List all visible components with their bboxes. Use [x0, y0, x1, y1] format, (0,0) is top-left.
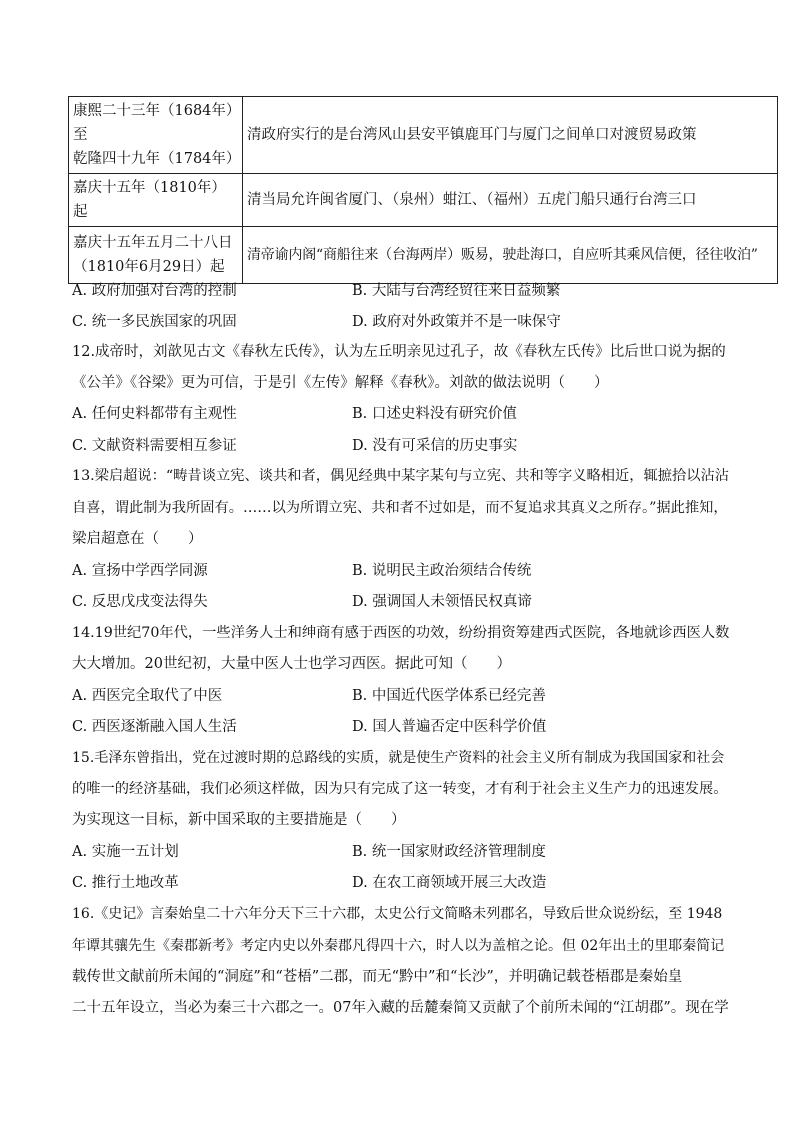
q13-stem-line: 自喜，谓此制为我所固有。……以为所谓立宪、共和者不过如是，而不复追求其真义之所存。”据此推知，	[72, 500, 728, 516]
table-row	[69, 97, 778, 174]
q13-stem-line: 梁启超意在（ ）	[72, 531, 203, 547]
q11-option-a[interactable]: A. 政府加强对台湾的控制	[72, 283, 237, 299]
table-cell-time	[69, 174, 243, 227]
q13-option-a[interactable]: A. 宣扬中学西学同源	[72, 563, 208, 579]
q12-stem-line: 《公羊》《谷梁》更为可信，于是引《左传》解释《春秋》。刘歆的做法说明（ ）	[72, 375, 609, 391]
q12-option-c[interactable]: C. 文献资料需要相互参证	[72, 438, 237, 454]
q13-option-c[interactable]: C. 反思戊戌变法得失	[72, 594, 208, 610]
table-cell-time	[69, 97, 243, 174]
q11-option-c[interactable]: C. 统一多民族国家的巩固	[72, 314, 237, 330]
q15-option-a[interactable]: A. 实施一五计划	[72, 844, 179, 860]
q15-option-b[interactable]: B. 统一国家财政经济管理制度	[352, 844, 546, 860]
q13-option-b[interactable]: B. 说明民主政治须结合传统	[352, 563, 532, 579]
table-row	[69, 174, 778, 227]
q12-option-a[interactable]: A. 任何史料都带有主观性	[72, 406, 237, 422]
q13-option-d[interactable]: D. 强调国人未领悟民权真谛	[352, 594, 532, 610]
q12-option-b[interactable]: B. 口述史料没有研究价值	[352, 406, 517, 422]
q14-option-a[interactable]: A. 西医完全取代了中医	[72, 688, 223, 704]
q16-stem-line: 二十五年设立，当必为秦三十六郡之一。07年入藏的岳麓秦简又贡献了个前所未闻的“江胡郡”。现在学	[72, 1000, 729, 1016]
q12-stem-line: 12.成帝时，刘歆见古文《春秋左氏传》，认为左丘明亲见过孔子，故《春秋左氏传》比后世口说为据的	[72, 344, 726, 360]
q13-stem-line: 13.梁启超说：“畴昔谈立宪、谈共和者，偶见经典中某字某句与立宪、共和等字义略相近，辄摭拾以沾沾	[72, 468, 729, 484]
table-cell-line: 嘉庆十五年五月二十八日	[73, 235, 233, 251]
q15-option-d[interactable]: D. 在农工商领域开展三大改造	[352, 875, 547, 891]
table-cell-line: 嘉庆十五年（1810年）起	[73, 180, 226, 220]
q16-stem-line: 年谭其骧先生《秦郡新考》考定内史以外秦郡凡得四十六，时人以为盖棺之论。但 02年出土的里耶秦简记	[72, 938, 725, 954]
table-cell-line: 乾隆四十九年（1784年）	[73, 151, 241, 167]
q14-option-c[interactable]: C. 西医逐渐融入国人生活	[72, 719, 237, 735]
table-cell-time	[69, 227, 243, 284]
q15-option-c[interactable]: C. 推行土地改革	[72, 875, 179, 891]
q15-stem-line: 为实现这一目标，新中国采取的主要措施是（ ）	[72, 812, 406, 828]
q14-option-b[interactable]: B. 中国近代医学体系已经完善	[352, 688, 546, 704]
q14-stem-line: 大大增加。20世纪初，大量中医人士也学习西医。据此可知（ ）	[72, 656, 511, 672]
table-cell-event: 清政府实行的是台湾风山县安平镇鹿耳门与厦门之间单口对渡贸易政策	[243, 97, 778, 174]
q15-stem-line: 的唯一的经济基础，我们必须这样做，因为只有完成了这一转变，才有利于社会主义生产力的迅速发展。	[72, 781, 728, 797]
table-cell-line: 康熙二十三年（1684年）至	[73, 103, 234, 143]
q14-stem-line: 14.19世纪70年代，一些洋务人士和绅商有感于西医的功效，纷纷捐资筹建西式医院，各地就诊西医人数	[72, 625, 730, 641]
q16-stem-line: 载传世文献前所未闻的“洞庭”和“苍梧”二郡，而无“黔中”和“长沙”，并明确记载苍梧郡是秦始皇	[72, 969, 683, 985]
table-cell-event: 清当局允许闽省厦门、（泉州）蚶江、（福州）五虎门船只通行台湾三口	[243, 174, 778, 227]
table-row	[69, 227, 778, 284]
table-cell-event: 清帝谕内阁“商船往来（台海两岸）贩易，驶赴海口，自应听其乘风信便，径往收泊”	[243, 227, 778, 284]
q14-option-d[interactable]: D. 国人普遍否定中医科学价值	[352, 719, 547, 735]
q11-option-b[interactable]: B. 大陆与台湾经贸往来日益频繁	[352, 283, 561, 299]
q15-stem-line: 15.毛泽东曾指出，党在过渡时期的总路线的实质，就是使生产资料的社会主义所有制成为我国国家和社会	[72, 750, 725, 766]
q12-option-d[interactable]: D. 没有可采信的历史事实	[352, 438, 518, 454]
q16-stem-line: 16.《史记》言秦始皇二十六年分天下三十六郡，太史公行文简略未列郡名，导致后世众说纷纭，至 1948	[72, 906, 723, 922]
history-table	[68, 96, 778, 284]
table-cell-line: （1810年6月29日）起	[73, 259, 225, 275]
q11-option-d[interactable]: D. 政府对外政策并不是一味保守	[352, 314, 561, 330]
